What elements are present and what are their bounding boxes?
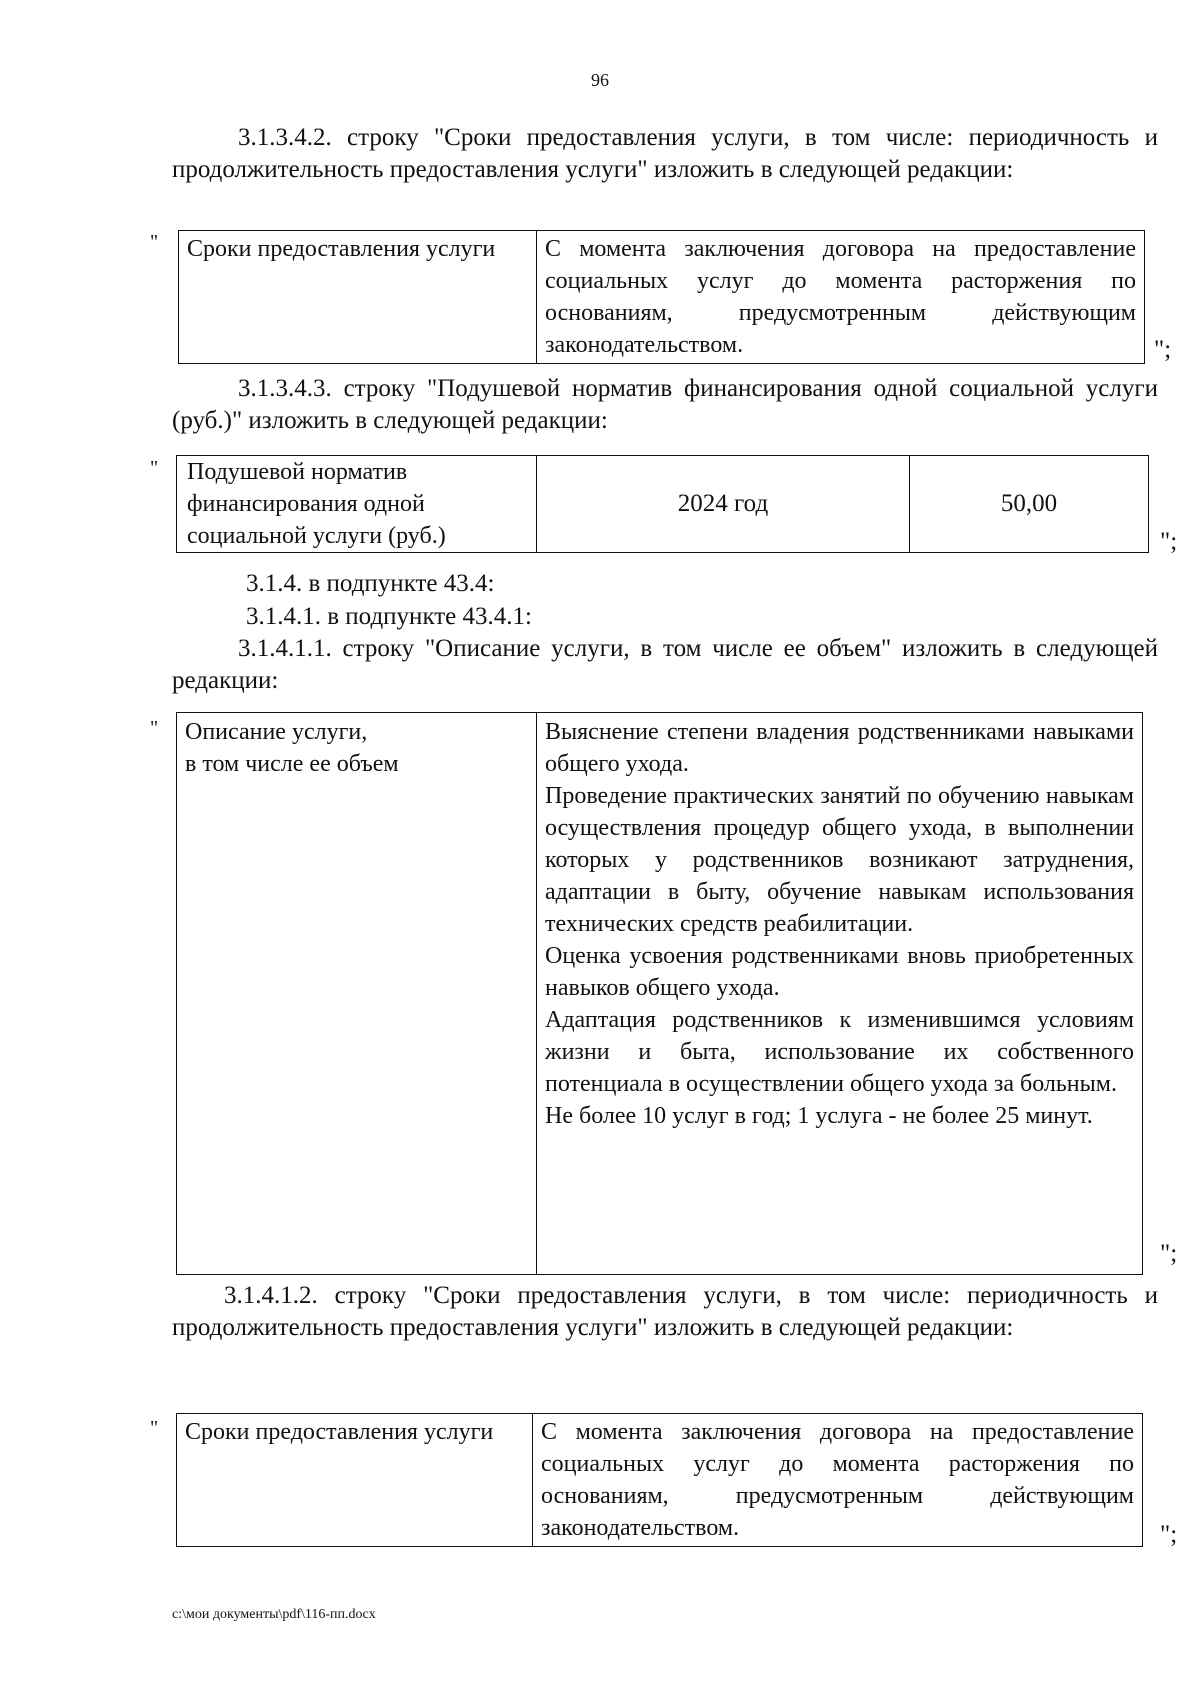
label-line-1: Описание услуги, [185,719,368,745]
page-number: 96 [591,70,609,90]
line-3-1-4-1: 3.1.4.1. в подпункте 43.4.1: [246,603,532,630]
footer-file-path: c:\мои документы\pdf\116-пп.docx [172,1607,376,1622]
table-financing-norm [176,455,1149,553]
paragraph-3-1-4-1-2: 3.1.4.1.2. строку "Сроки предоставления услуги, в том числе: периодичность и продолжительность предоставления услуги" изложить в следующей редакции: [172,1282,1158,1341]
table-cell-amount: 50,00 [910,456,1149,553]
label-line-2: в том числе ее объем [185,751,399,777]
table-service-description [176,712,1143,1275]
table-cell-label [177,713,537,1275]
description-paragraph-4: Адаптация родственников к изменившимся условиям жизни и быта, использование их собственного потенциала в осуществлении общего ухода за больным. [545,1007,1134,1097]
description-paragraph-2: Проведение практических занятий по обучению навыкам осуществления процедур общего ухода, в выполнении которых у родственников возникают затруднения, адаптации в быту, обучение навыкам использования технических средств реабилитации. [545,783,1134,937]
table-service-terms-2 [176,1413,1143,1547]
opening-quote: " [150,457,159,479]
table-cell-value: С момента заключения договора на предоставление социальных услуг до момента расторжения по основаниям, предусмотренным действующим законодательством. [537,231,1145,364]
paragraph-3-1-4-1-1: 3.1.4.1.1. строку "Описание услуги, в том числе ее объем" изложить в следующей редакции: [172,635,1158,694]
description-paragraph-1: Выяснение степени владения родственниками навыками общего ухода. [545,719,1134,777]
table-cell-label: Сроки предоставления услуги [179,231,537,364]
closing-quote: "; [1154,336,1172,363]
line-3-1-4: 3.1.4. в подпункте 43.4: [246,570,495,597]
table-cell-value: С момента заключения договора на предоставление социальных услуг до момента расторжения по основаниям, предусмотренным действующим законодательством. [533,1414,1143,1547]
opening-quote: " [150,231,159,253]
closing-quote: "; [1160,1240,1178,1267]
opening-quote: " [150,717,159,739]
paragraph-3-1-3-4-3: 3.1.3.4.3. строку "Подушевой норматив финансирования одной социальной услуги (руб.)" изложить в следующей редакции: [172,375,1158,434]
table-cell-year: 2024 год [537,456,910,553]
description-paragraph-3: Оценка усвоения родственниками вновь приобретенных навыков общего ухода. [545,943,1134,1001]
table-cell-label: Подушевой норматив финансирования одной социальной услуги (руб.) [177,456,537,553]
closing-quote: "; [1160,1521,1178,1548]
closing-quote: "; [1160,528,1178,555]
table-cell-value [537,713,1143,1275]
opening-quote: " [150,1417,159,1439]
paragraph-3-1-3-4-2: 3.1.3.4.2. строку "Сроки предоставления услуги, в том числе: периодичность и продолжительность предоставления услуги" изложить в следующей редакции: [172,124,1158,183]
description-paragraph-5: Не более 10 услуг в год; 1 услуга - не более 25 минут. [545,1103,1093,1129]
table-service-terms [178,230,1145,364]
table-cell-label: Сроки предоставления услуги [177,1414,533,1547]
